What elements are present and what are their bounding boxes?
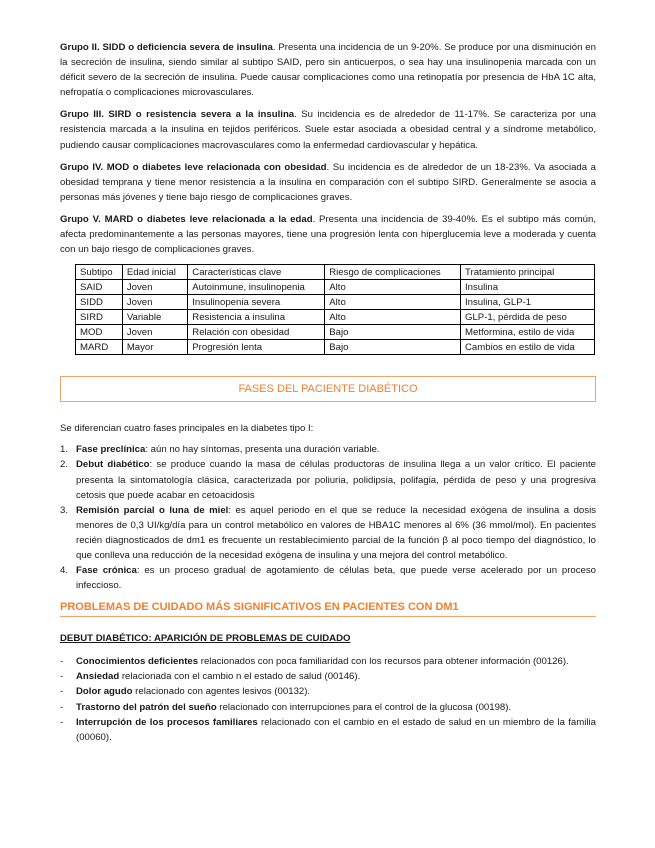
phase-text: : se produce cuando la masa de células productoras de insulina llega a un valor crítico. El paciente presenta la sintomatología clásica, caracterizada por poliuria, polidipsia, polifagia, pérdida de peso y una progresiva cetosis que puede acabar en cetoacidosis: [76, 459, 596, 501]
list-dash: -: [60, 671, 64, 683]
table-cell: Joven: [122, 325, 187, 340]
list-dash: -: [60, 656, 64, 668]
list-dash: -: [60, 686, 64, 698]
table-cell: Relación con obesidad: [188, 325, 325, 340]
problem-title: Dolor agudo: [76, 686, 133, 698]
list-dash: -: [60, 716, 64, 728]
list-item: [60, 442, 596, 457]
list-number: 1.: [60, 444, 69, 456]
list-item: [60, 700, 596, 715]
table-cell: Progresión lenta: [188, 340, 325, 355]
list-number: 3.: [60, 504, 69, 516]
phase-text: : es aquel periodo en el que se reduce la necesidad exógena de insulina a dosis menores de 0,3 UI/kg/día para un control metabólico en valores de HBA1C menores al 6% (36 mmol/mol). En pacientes recién diagnosticados de dm1 es frecuente un restablecimiento parcial de la función β al poco tiempo del diagnóstico, lo que conlleva una reducción de la necesidad exógena de insulina y una mejora del control metabólico.: [76, 504, 596, 561]
group-paragraph: [60, 160, 596, 205]
phase-title: Fase preclínica: [76, 444, 146, 456]
table-cell: Resistencia a insulina: [188, 310, 325, 325]
subheading: DEBUT DIABÉTICO: APARICIÓN DE PROBLEMAS DE CUIDADO: [60, 633, 351, 645]
group-title: Grupo III. SIRD o resistencia severa a la insulina: [60, 109, 295, 121]
table-cell: Insulina: [461, 280, 595, 295]
table-header-cell: Características clave: [188, 265, 325, 280]
table-row: [76, 310, 595, 325]
group-title: Grupo IV. MOD o diabetes leve relacionada con obesidad: [60, 161, 327, 173]
subtypes-table: [75, 264, 595, 355]
table-cell: MARD: [76, 340, 123, 355]
problem-text: relacionados con poca familiaridad con los recursos para obtener información (00126).: [198, 656, 569, 668]
problem-text: relacionado con interrupciones para el control de la glucosa (00198).: [216, 701, 512, 713]
table-cell: GLP-1, pérdida de peso: [461, 310, 595, 325]
table-cell: Cambios en estilo de vida: [461, 340, 595, 355]
phases-list: [60, 442, 596, 593]
table-header-cell: Riesgo de complicaciones: [325, 265, 461, 280]
section-banner: [60, 376, 596, 402]
list-number: 2.: [60, 459, 69, 471]
list-item: [60, 503, 596, 563]
table-row: [76, 325, 595, 340]
group-title: Grupo V. MARD o diabetes leve relacionada a la edad: [60, 213, 313, 225]
table-cell: Insulinopenia severa: [188, 295, 325, 310]
phase-title: Debut diabético: [76, 459, 150, 471]
table-cell: SIRD: [76, 310, 123, 325]
list-item: [60, 457, 596, 502]
group-text: . Su incidencia es de alrededor de un 18-23%. Va asociada a obesidad temprana y tiene menor resistencia a la insulina en comparación con el subtipo SIRD. Generalmente se asocia a personas más jóvenes y tiene bajo riesgo de complicaciones graves.: [60, 161, 597, 203]
banner-title: FASES DEL PACIENTE DIABÉTICO: [238, 383, 418, 396]
table-cell: Bajo: [325, 325, 461, 340]
group-paragraph: [60, 212, 596, 257]
problem-title: Interrupción de los procesos familiares: [76, 716, 258, 728]
table-header-cell: Tratamiento principal: [461, 265, 595, 280]
list-dash: -: [60, 701, 64, 713]
list-number: 4.: [60, 565, 69, 577]
table-header-cell: Edad inicial: [122, 265, 187, 280]
table-header-cell: Subtipo: [76, 265, 123, 280]
table-cell: Metformina, estilo de vida: [461, 325, 595, 340]
phase-title: Remisión parcial o luna de miel: [76, 504, 229, 516]
list-item: [60, 715, 596, 745]
list-item: [60, 654, 596, 669]
table-cell: MOD: [76, 325, 123, 340]
phase-text: : es un proceso gradual de agotamiento de células beta, que puede verse acelerado por un proceso infeccioso.: [76, 565, 596, 592]
table-cell: Insulina, GLP-1: [461, 295, 595, 310]
phase-title: Fase crónica: [76, 565, 137, 577]
table-cell: SIDD: [76, 295, 123, 310]
table-row: [76, 340, 595, 355]
table-cell: Alto: [325, 280, 461, 295]
table-cell: Autoinmune, insulinopenia: [188, 280, 325, 295]
problems-list: [60, 654, 596, 745]
table-row: [76, 280, 595, 295]
problem-text: relacionado con el cambio en el estado de salud en un miembro de la familia (00060).: [76, 716, 596, 743]
table-cell: Joven: [122, 295, 187, 310]
problem-text: relacionado con agentes lesivos (00132).: [132, 686, 311, 698]
group-paragraph: [60, 40, 596, 100]
group-text: . Presenta una incidencia de un 9-20%. Se produce por una disminución en la secreción de insulina, siendo similar al subtipo SAID, pero sin anticuerpos, o sea hay una insulinopenia marcada con un déficit severo de la secreción de insulina. Puede causar complicaciones como una retinopatía por presencia de HbA 1C alta, nefropatía o complicaciones microvasculares.: [60, 42, 596, 99]
table-cell: SAID: [76, 280, 123, 295]
list-item: [60, 563, 596, 593]
group-paragraph: [60, 107, 596, 152]
table-cell: Mayor: [122, 340, 187, 355]
problem-title: Ansiedad: [76, 671, 120, 683]
table-header-row: [76, 265, 595, 280]
section-heading: PROBLEMAS DE CUIDADO MÁS SIGNIFICATIVOS EN PACIENTES CON DM1: [60, 601, 596, 617]
table-cell: Alto: [325, 310, 461, 325]
phase-text: : aún no hay síntomas, presenta una duración variable.: [145, 444, 380, 456]
table-row: [76, 295, 595, 310]
table-cell: Variable: [122, 310, 187, 325]
problem-text: relacionada con el cambio n el estado de salud (00146).: [119, 671, 361, 683]
group-text: . Su incidencia es de alrededor de 11-17%. Se caracteriza por una resistencia marcada a la insulina en tejidos periféricos. Suele estar asociada a obesidad central y a síndrome metabólico, pudiendo causar complicaciones macrovasculares como la enfermedad cardiovascular y hepática.: [60, 109, 596, 151]
group-text: . Presenta una incidencia de 39-40%. Es el subtipo más común, afecta predominantemente a las personas mayores, tiene una progresión lenta con hiperglucemia leve a moderada y cuenta con un bajo riesgo de complicaciones graves.: [60, 213, 597, 256]
group-title: Grupo II. SIDD o deficiencia severa de insulina: [60, 42, 273, 53]
list-item: [60, 669, 596, 684]
phases-intro: Se diferencian cuatro fases principales en la diabetes tipo I:: [60, 423, 314, 435]
problem-title: Conocimientos deficientes: [76, 656, 199, 668]
problem-title: Trastorno del patrón del sueño: [76, 701, 217, 713]
page-content: [60, 40, 596, 745]
table-cell: Alto: [325, 295, 461, 310]
list-item: [60, 684, 596, 699]
table-cell: Bajo: [325, 340, 461, 355]
table-cell: Joven: [122, 280, 187, 295]
